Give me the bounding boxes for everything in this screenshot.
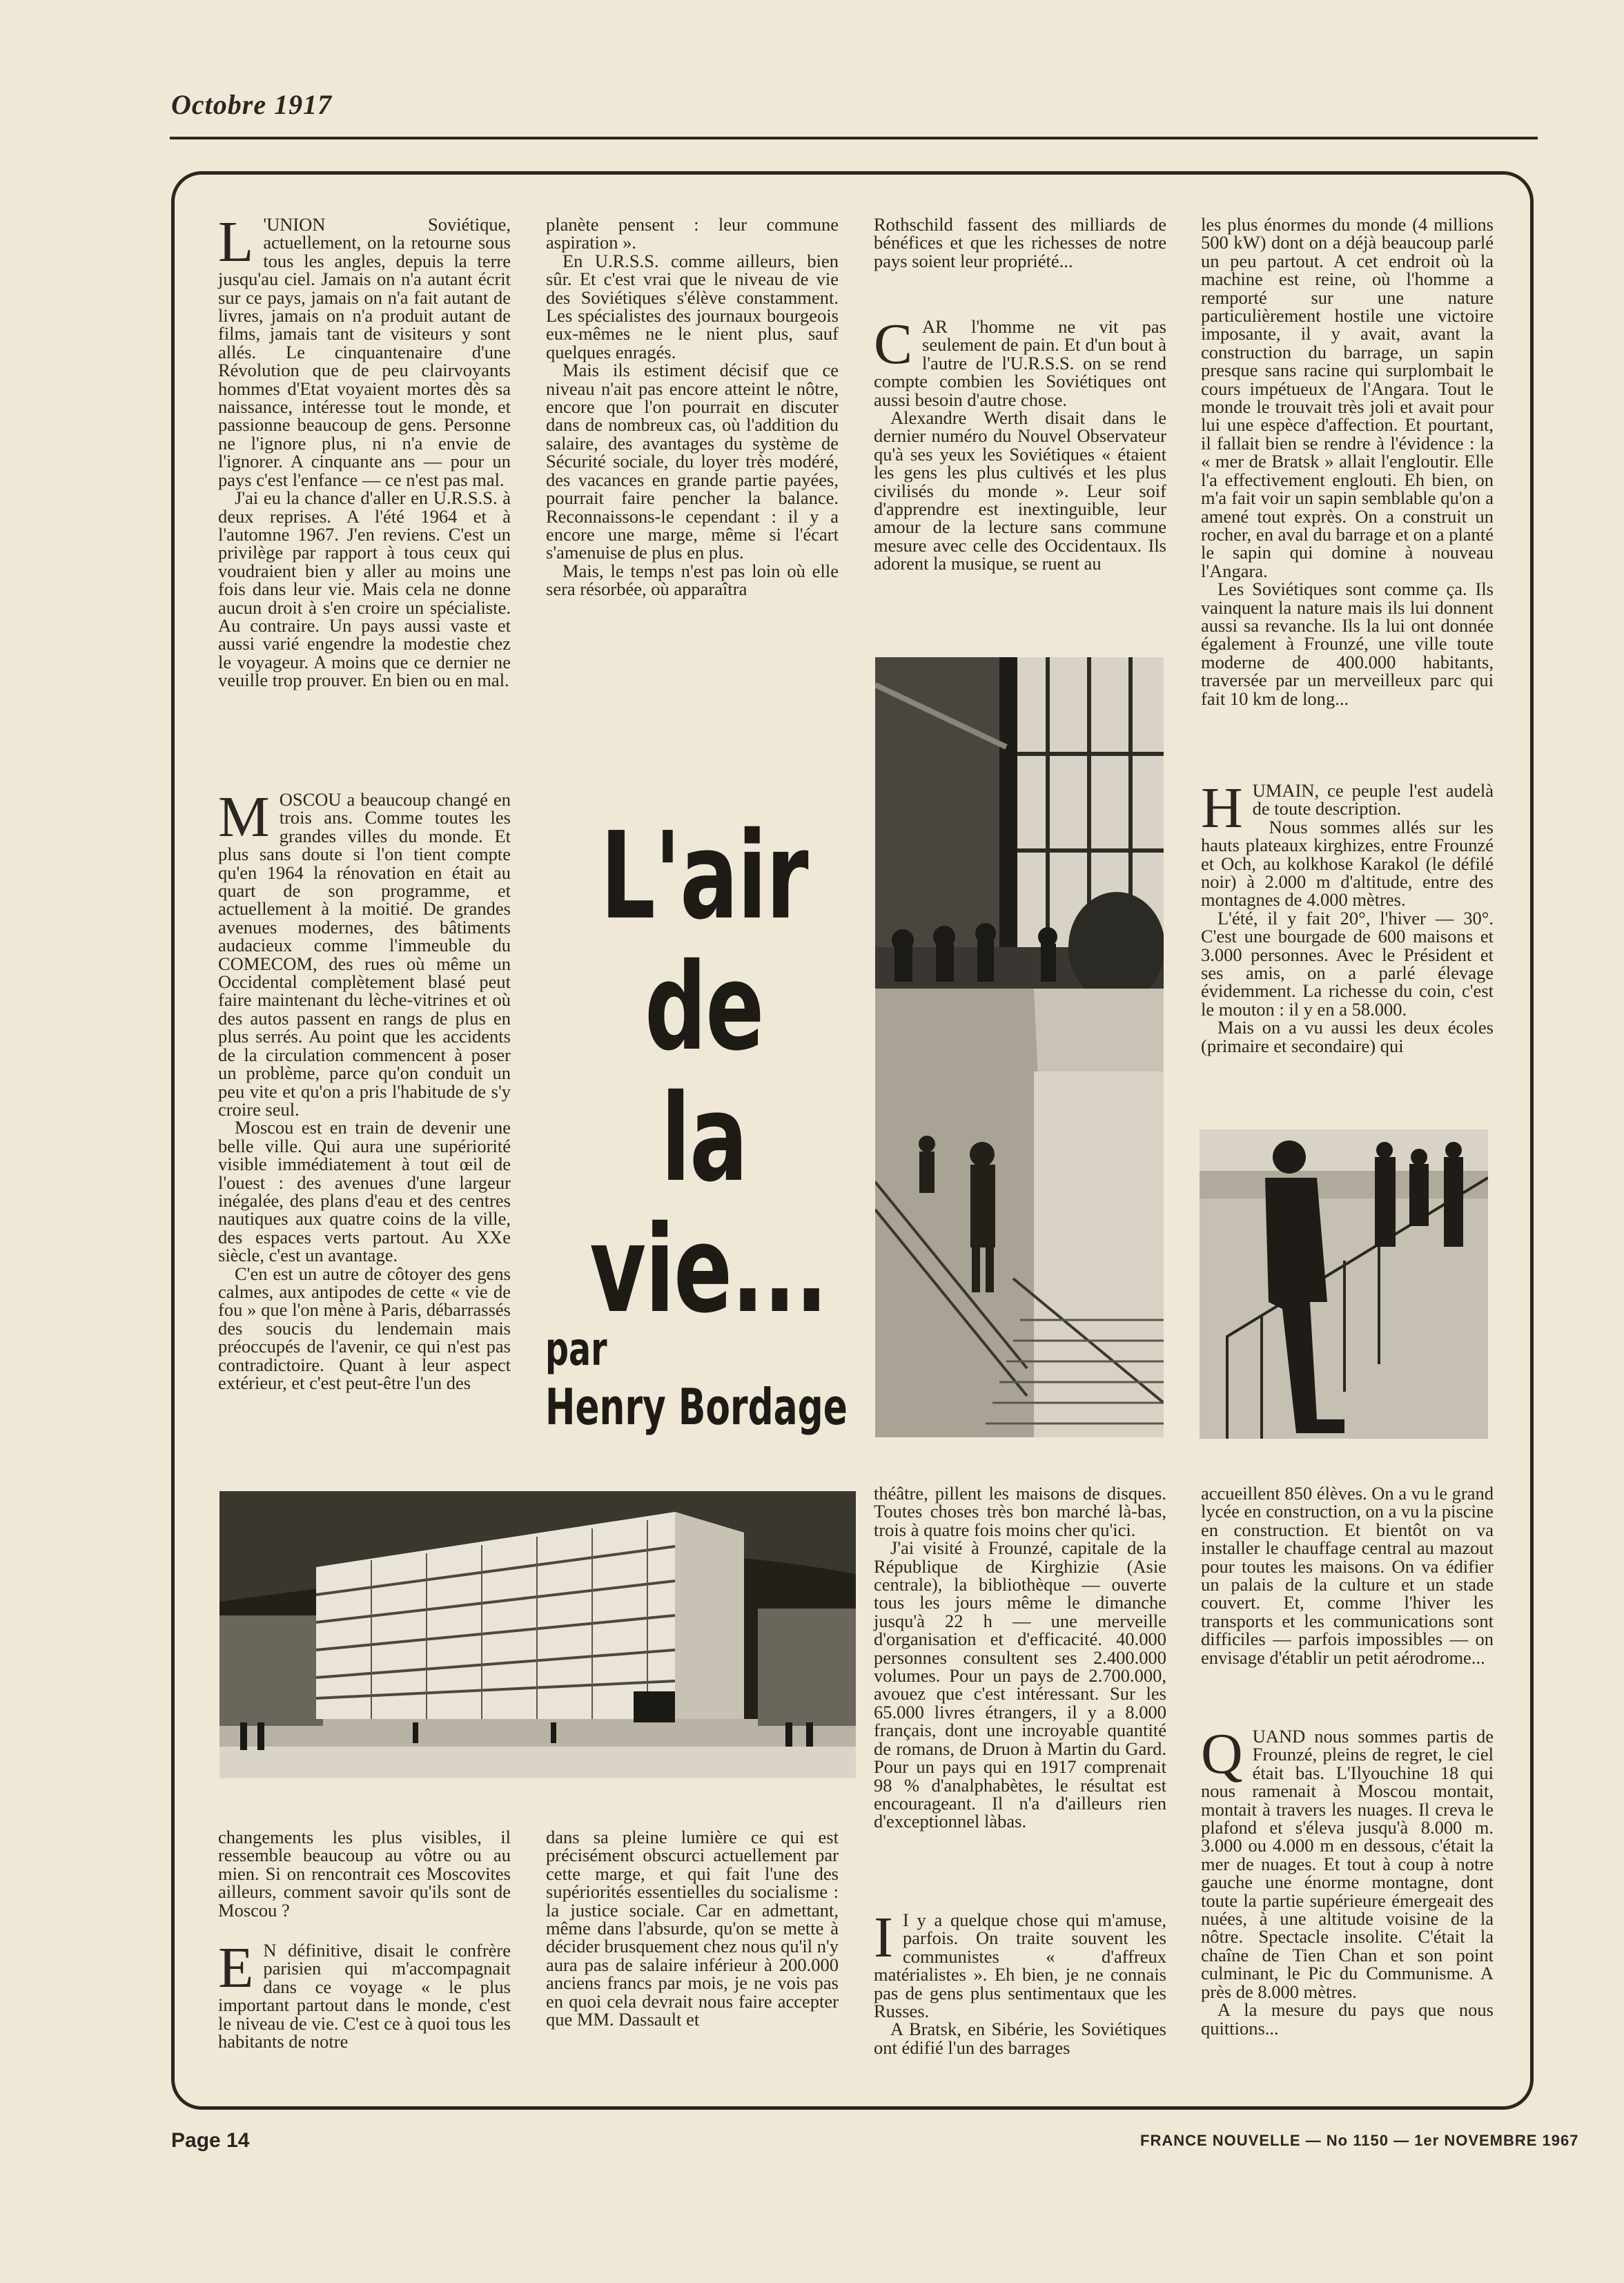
text-col3-amuse	[874, 1905, 1166, 2058]
photo-modern-building	[219, 1491, 856, 1778]
paragraph: Nous sommes allés sur les hauts plateaux kirghizes, entre Frounzé et Och, au kolkhose Karakol (le défilé noir) à 2.000 m d'altitude, entre des montagnes de 4.000 mètres.	[1201, 816, 1494, 911]
text-col3-car	[874, 312, 1166, 574]
photo-library-interior	[875, 657, 1164, 1437]
paragraph: I y a quelque chose qui m'amuse, parfois. On traite souvent les communistes « d'affreux matérialistes ». Eh bien, je ne connais pas de gens plus sentimentaux que les Russes.	[874, 1910, 1166, 2022]
drop-cap: Q	[1201, 1722, 1243, 1786]
paragraph: AR l'homme ne vit pas seulement de pain. Et d'un bout à l'autre de l'U.R.S.S. on se rend compte combien les Soviétiques ont aussi besoin d'autre chose.	[874, 316, 1166, 410]
paragraph: Mais ils estiment décisif que ce niveau n'ait pas encore atteint le nôtre, encore que l'on pourrait en discuter dans de nombreux cas, où l'addition du salaire, des avantages du système de Sécurité sociale, du loyer très modéré, des vacances en grande partie payées, pourrait faire pencher la balance. Reconnaissons-le cependant : il y a encore une marge, même si l'écart s'amenuise de plus en plus.	[546, 360, 839, 563]
paragraph: J'ai visité à Frounzé, capitale de la République de Kirghizie (Asie centrale), la bibliothèque — ouverte tous les jours même le dimanche jusqu'à 22 h — une merveille d'organisation et d'efficacité. 40.000 personnes consultent ses 2.400.000 volumes. Pour un pays de 2.700.000, avouez que c'est intéressant. Sur les 65.000 livres étrangers, il y a 8.000 français, dont une incroyable quantité de romans, de Druon à Martin du Gard. Pour un pays qui en 1917 comprenait 98 % d'analphabètes, le résultat est encourageant. Il n'a d'ailleurs rien d'exceptionnel làbas.	[874, 1537, 1166, 1832]
paragraph: A la mesure du pays que nous quittions...	[1201, 1999, 1494, 2039]
paragraph: OSCOU a beaucoup changé en trois ans. Comme toutes les grandes villes du monde. Et plus sans doute si l'on tient compte qu'en 1964 la rénovation en était au quart de son programme, et actuellement à la moitié. De grandes avenues modernes, des bâtiments audacieux comme l'immeuble du COMECOM, des rues où même un Occidental complètement blasé peut faire maintenant du lèche-vitrines et où des autos passent en rangs de plus en plus serrés. Au point que les accidents de la circulation commencent à poser un problème, parce qu'on conduit un peu vite et qu'on a pris l'habitude de s'y croire seul.	[218, 789, 511, 1120]
paragraph: N définitive, disait le confrère parisien qui m'accompagnait dans ce voyage « le plus important partout dans le monde, c'est le niveau de vie. C'est ce à quoi tous les habitants de notre	[218, 1940, 511, 2052]
drop-cap: I	[874, 1905, 893, 1970]
paragraph: accueillent 850 élèves. On a vu le grand lycée en construction, on a vu la piscine en construction. Et bientôt on va installer le chauffage central au mazout pour toutes les maisons. On va édifier un palais de la culture et un stade couvert. Et, comme l'hiver les transports et les communications sont difficiles — parfois impossibles — on envisage d'établir un petit aérodrome...	[1201, 1483, 1494, 1668]
text-col4-humain	[1201, 776, 1494, 1056]
text-col2-bottom	[546, 1828, 839, 2028]
paragraph: J'ai eu la chance d'aller en U.R.S.S. à deux reprises. A l'été 1964 et à l'automne 1967. J'en reviens. C'est un privilège par rapport à tous ceux qui voudraient bien y aller au moins une fois dans leur vie. Mais cela ne donne aucun droit à s'en croire un spécialiste. Au contraire. Un pays aussi vaste et aussi varié engendre la modestie chez le voyageur. A moins que ce dernier ne veuille trop prouver. En bien ou en mal.	[218, 487, 511, 691]
byline-par: par	[545, 1323, 607, 1376]
text-col4	[1201, 215, 1494, 708]
text-col4-quand	[1201, 1722, 1494, 2039]
paragraph: 'UNION Soviétique, actuellement, on la retourne sous tous les angles, depuis la terre jusqu'au ciel. Jamais on n'a autant écrit sur ce pays, jamais on n'a fait autant de livres, jamais on n'a produit autant de films, jamais tant de visiteurs y sont allés. Le cinquantenaire d'une Révolution que de peu clairvoyants hommes d'Etat voyaient mortes dès sa naissance, intéresse tout le monde, et passionne beaucoup de gens. Personne ne l'ignore plus, ni n'a envie de l'ignorer. A cinquante ans — pour un pays c'est l'enfance — ce n'est pas mal.	[218, 214, 511, 490]
paragraph: Mais on a vu aussi les deux écoles (primaire et secondaire) qui	[1201, 1017, 1494, 1056]
paragraph: Moscou est en train de devenir une belle ville. Qui aura une supériorité visible immédiatement à tout œil de l'ouest : des avenues d'une largeur inégalée, des plans d'eau et des centres nautiques aux quatre coins de la ville, des espaces verts partout. Au XXe siècle, c'est un avantage.	[218, 1117, 511, 1266]
text-col1-moscou	[218, 785, 511, 1393]
text-col1-endefinitive	[218, 1936, 511, 2052]
paragraph: UAND nous sommes partis de Frounzé, pleins de regret, le ciel était bas. L'Ilyouchine 18 qui nous ramenait à Moscou montait, montait à travers les nuages. Il creva le plafond et s'éleva jusqu'à 8.000 m. 3.000 ou 4.000 m en dessous, c'était la mer de nuages. Et tout à coup à notre gauche une énorme montagne, dont toute la partie supérieure émergeait des nuées, à une altitude voisine de la nôtre. Spectacle insolite. C'était la chaîne de Tien Chan et son point culminant, le Pic du Communisme. A près de 8.000 mètres.	[1201, 1726, 1494, 2002]
paragraph: En U.R.S.S. comme ailleurs, bien sûr. Et c'est vrai que le niveau de vie des Soviétiques s'élève constamment. Les spécialistes des journaux bourgeois eux-mêmes ne le nient plus, sauf quelques enragés.	[546, 250, 839, 362]
paragraph: Alexandre Werth disait dans le dernier numéro du Nouvel Observateur qu'à ses yeux les Soviétiques « étaient les gens les plus cultivés et les plus civilisés du monde ». Leur soif d'apprendre est inextinguible, leur amour de la lecture sans commune mesure avec celle des Occidentaux. Ils adorent la musique, se ruent au	[874, 407, 1166, 574]
text-col3-bottom	[874, 1484, 1166, 1831]
drop-cap: M	[218, 785, 270, 849]
publication-line: FRANCE NOUVELLE — No 1150 — 1er NOVEMBRE 1967	[1140, 2132, 1579, 2149]
paragraph: les plus énormes du monde (4 millions 500 kW) dont on a déjà beaucoup parlé un peu partout. A cet endroit où la machine est reine, où l'homme a remporté sur une nature particulièrement hostile une victoire imposante, il y avait, avant la construction du barrage, un sapin presque sans racine qui surplombait le cours impétueux de l'Angara. Tout le monde le trouvait très joli et avait pour lui une espèce d'affection. Et pourtant, il fallait bien se rendre à l'évidence : la « mer de Bratsk » allait l'engloutir. Elle l'a effectivement englouti. Eh bien, on m'a fait voir un sapin semblable qu'on a amené tout exprès. On a construit un rocher, en aval du barrage et on a planté le sapin qui domine à nouveau l'Angara.	[1201, 214, 1494, 581]
paragraph: L'été, il y fait 20°, l'hiver — 30°. C'est une bourgade de 600 maisons et 3.000 personnes. Avec le Président et ses amis, on a parlé élevage évidemment. La richesse du coin, c'est le mouton : il y en a 58.000.	[1201, 907, 1494, 1020]
paragraph: Les Soviétiques sont comme ça. Ils vainquent la nature mais ils lui donnent aussi sa revanche. Ils la lui ont donnée également à Frounzé, une ville toute moderne de 400.000 habitants, traversée par un merveilleux parc qui fait 10 km de long...	[1201, 579, 1494, 709]
title-line-1: L'air	[600, 806, 808, 946]
drop-cap: C	[874, 312, 913, 376]
title-line-2: de	[645, 938, 763, 1078]
paragraph: UMAIN, ce peuple l'est audelà de toute description.	[1252, 780, 1494, 819]
paragraph: théâtre, pillent les maisons de disques. Toutes choses très bon marché là-bas, trois à quatre fois moins cher qu'ici.	[874, 1483, 1166, 1540]
paragraph: C'en est un autre de côtoyer des gens calmes, aux antipodes de cette « vie de fou » que l'on mène à Paris, débarrassés des soucis du lendemain mais préoccupés de l'avenir, ce qui n'est pas contradictoire. Quant à leur aspect extérieur, et c'est peut-être l'un des	[218, 1263, 511, 1393]
paragraph: Mais, le temps n'est pas loin où elle sera résorbée, où apparaîtra	[546, 560, 839, 600]
paragraph: dans sa pleine lumière ce qui est précisément obscurci actuellement par cette marge, et qui fait l'une des supériorités essentielles du socialisme : la justice sociale. Car en admettant, même dans l'absurde, qu'on se mette à décider brusquement chez nous qu'il n'y aura pas de salaire inférieur à 200.000 anciens francs par mois, je ne vois pas en quoi cela devrait nous faire accepter que MM. Dassault et	[546, 1827, 839, 2030]
text-col1-bottom	[218, 1828, 511, 1919]
paragraph: planète pensent : leur commune aspiration ».	[546, 214, 839, 253]
byline-author: Henry Bordage	[545, 1378, 848, 1436]
text-col1	[218, 210, 511, 691]
drop-cap: L	[218, 210, 254, 274]
running-head: Octobre 1917	[171, 89, 333, 120]
article-title	[589, 806, 828, 1340]
paragraph: Rothschild fassent des milliards de bénéfices et que les richesses de notre pays soient leur propriété...	[874, 214, 1166, 271]
byline	[545, 1322, 848, 1437]
drop-cap: H	[1201, 776, 1243, 840]
header-rule	[170, 137, 1538, 139]
paragraph: A Bratsk, en Sibérie, les Soviétiques ont édifié l'un des barrages	[874, 2019, 1166, 2058]
page-number: Page 14	[171, 2129, 250, 2152]
text-col2	[546, 215, 839, 599]
title-line-3: la vie...	[589, 1069, 828, 1340]
text-col4-bottom	[1201, 1484, 1494, 1667]
paragraph: changements les plus visibles, il ressemble beaucoup au vôtre ou au mien. Si on rencontrait ces Moscovites ailleurs, comment savoir qu'ils sont de Moscou ?	[218, 1827, 511, 1921]
text-col3	[874, 215, 1166, 270]
drop-cap: E	[218, 1936, 254, 2000]
photo-plateau-man	[1200, 1129, 1488, 1439]
